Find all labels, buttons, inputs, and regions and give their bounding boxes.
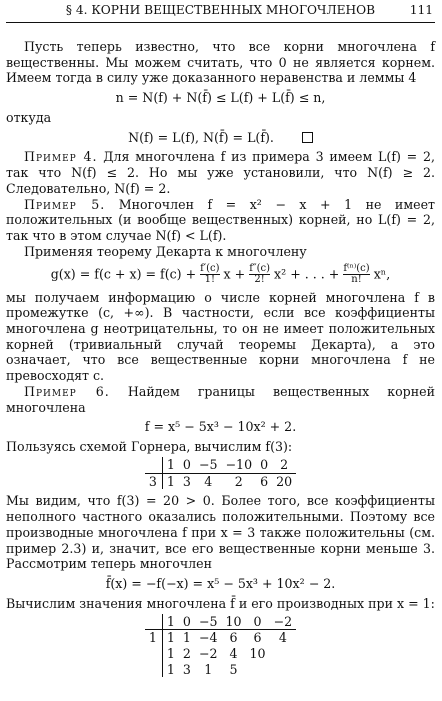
table-row xyxy=(145,646,296,662)
table-cell: 4 xyxy=(278,630,287,646)
table-row xyxy=(145,614,296,630)
paragraph-3: Применяя теорему Декарта к многочлену xyxy=(24,243,307,259)
table-cell: 1 xyxy=(162,614,179,630)
table-cell: 1 xyxy=(166,630,175,646)
table-cell: 10 xyxy=(221,614,245,630)
equation-3-left: g(x) = f(c + x) = f(c) + xyxy=(50,266,201,282)
table-cell: 6 xyxy=(253,630,262,646)
example-4 xyxy=(6,149,435,196)
table-cell: 3 xyxy=(182,473,191,489)
table-cell xyxy=(145,646,163,662)
table-cell: −4 xyxy=(198,630,218,646)
table-cell: 20 xyxy=(276,473,293,489)
table-cell: 1 xyxy=(204,661,213,677)
example-6-label: Пример 6. xyxy=(24,383,110,399)
table-cell: 1 xyxy=(166,645,175,661)
table-cell: −10 xyxy=(222,457,257,473)
table-row xyxy=(145,630,296,646)
table-cell: 6 xyxy=(260,473,269,489)
table-cell: 1 xyxy=(166,473,175,489)
fraction-1 xyxy=(200,264,219,286)
paragraph-7: Вычислим значения многочлена f̄ и его производных при x = 1: xyxy=(6,595,435,611)
table-cell xyxy=(270,646,297,662)
table-cell: 0 xyxy=(256,457,272,473)
equation-1: n = N(f) + N(f̄) ≤ L(f) + L(f̄) ≤ n, xyxy=(115,90,326,106)
page-number: 111 xyxy=(409,3,433,17)
table-cell xyxy=(145,662,163,678)
horner-table-2 xyxy=(145,614,296,678)
table-cell: 1 xyxy=(162,457,179,473)
table-cell: 4 xyxy=(229,645,238,661)
table-cell: 2 xyxy=(234,473,243,489)
table-cell: 0 xyxy=(246,614,270,630)
table-cell: 10 xyxy=(249,645,266,661)
chapter-title: § 4. КОРНИ ВЕЩЕСТВЕННЫХ МНОГОЧЛЕНОВ xyxy=(65,3,376,17)
table-row xyxy=(145,662,296,678)
table-cell: 4 xyxy=(204,473,213,489)
paragraph-1: Пусть теперь известно, что все корни многочлена f вещественны. Мы можем считать, что 0 не является корнем. Имеем тогда в силу уже доказанного неравенства и леммы 4 xyxy=(6,39,435,86)
equation-3-end: xⁿ, xyxy=(369,266,391,282)
example-5 xyxy=(6,197,435,244)
example-4-label: Пример 4. xyxy=(24,149,98,165)
fraction-3-den: n! xyxy=(343,274,369,286)
table-cell: 3 xyxy=(145,473,163,489)
table-cell: −5 xyxy=(195,614,222,630)
table-cell: 1 xyxy=(145,630,163,646)
paragraph-5: Пользуясь схемой Горнера, вычислим f(3): xyxy=(6,439,293,455)
table-cell: 1 xyxy=(166,661,175,677)
table-cell xyxy=(246,662,270,678)
table-cell: 1 xyxy=(182,630,191,646)
example-6 xyxy=(6,384,435,415)
example-5-label: Пример 5. xyxy=(24,196,106,212)
equation-4: f = x⁵ − 5x³ − 10x² + 2. xyxy=(144,419,297,435)
equation-2 xyxy=(6,130,435,146)
example-6-text: Найдем границы вещественных корней многочлена xyxy=(6,383,435,415)
table-cell: 2 xyxy=(272,457,296,473)
equation-3 xyxy=(6,264,435,286)
example-5-text: Многочлен f = x² − x + 1 не имеет положительных (и вообще вещественных) корней, но L(f) = 2, так что в этом случае N(f) < L(f). xyxy=(6,196,435,244)
paragraph-4: мы получаем информацию о числе корней многочлена f в промежутке (c, +∞). В частности, если все коэффициенты многочлена g неотрицательны, то он не имеет положительных корней (тривиальный случай теоремы Декарта), а это означает, что все вещественные корни многочлена f не превосходят c. xyxy=(6,289,435,384)
table-row xyxy=(145,457,296,473)
paragraph-6: Мы видим, что f(3) = 20 > 0. Более того, все коэффициенты неполного частного оказались положительными. Поэтому все производные многочлена f при x = 3 также положительны (см. пример 2.3) и, значит, все его вещественные корни меньше 3. Рассмотрим теперь многочлен xyxy=(6,493,435,572)
fraction-2 xyxy=(249,264,270,286)
equation-5: f̄(x) = −f(−x) = x⁵ − 5x³ + 10x² − 2. xyxy=(105,576,336,592)
table-cell: −2 xyxy=(270,614,297,630)
table-cell: 6 xyxy=(229,630,238,646)
running-header xyxy=(6,0,435,23)
fraction-1-num: f′(c) xyxy=(200,262,220,274)
table-cell: −5 xyxy=(195,457,222,473)
equation-3-mid-2: x² + . . . + xyxy=(270,266,344,282)
table-row xyxy=(145,473,296,489)
table-cell: 2 xyxy=(182,645,191,661)
qed-square-icon xyxy=(302,132,313,143)
fraction-3 xyxy=(343,264,369,286)
table-cell: 5 xyxy=(229,661,238,677)
table-cell xyxy=(270,662,297,678)
example-4-text: Для многочлена f из примера 3 имеем L(f) = 2, так что N(f) ≤ 2. Но мы уже установили, что N(f) ≥ 2. Следовательно, N(f) = 2. xyxy=(6,149,436,196)
fraction-2-den: 2! xyxy=(249,274,270,286)
table-cell xyxy=(145,614,163,630)
equation-2-text: N(f) = L(f), N(f̄) = L(f̄). xyxy=(128,129,274,145)
paragraph-2: откуда xyxy=(6,109,52,125)
table-cell xyxy=(145,457,163,473)
horner-table-1 xyxy=(145,457,296,489)
table-cell: 0 xyxy=(179,457,195,473)
table-cell: 0 xyxy=(179,614,195,630)
fraction-1-den: 1! xyxy=(200,274,219,286)
fraction-3-num: f⁽ⁿ⁾(c) xyxy=(343,262,370,274)
table-cell: −2 xyxy=(198,645,218,661)
equation-3-mid-1: x + xyxy=(219,266,250,282)
table-cell: 3 xyxy=(182,661,191,677)
fraction-2-num: f″(c) xyxy=(249,262,271,274)
